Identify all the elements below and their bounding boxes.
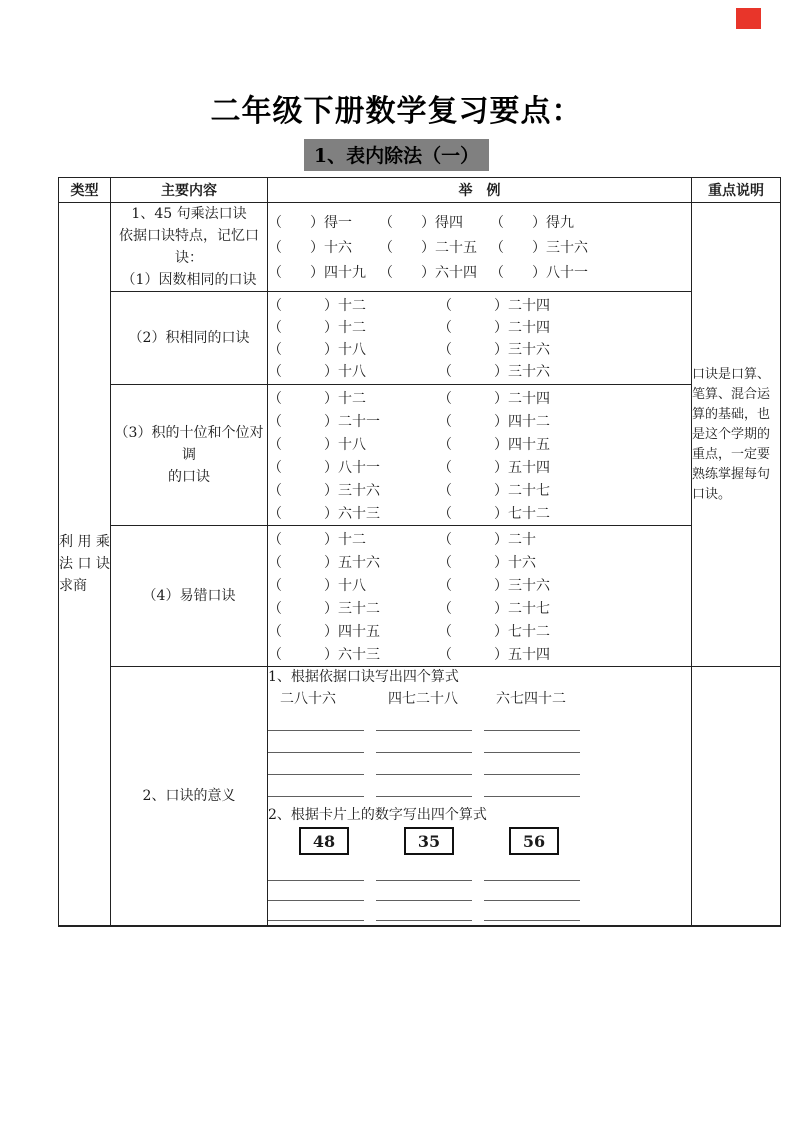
example-slot: （ ）二十四 (438, 320, 550, 336)
example-slot: （ ）三十六 (268, 482, 380, 499)
example-line (268, 501, 691, 524)
answer-blanks-group-1 (268, 709, 691, 797)
example-slot: （ ）十八 (268, 342, 366, 358)
example-line (268, 235, 691, 260)
example-slot: （ ）五十四 (438, 459, 550, 476)
answer-blank-line (268, 775, 364, 797)
example-slot: （ ）二十四 (438, 390, 550, 407)
review-table (58, 177, 781, 927)
section-title-row (0, 139, 793, 171)
example-line (268, 573, 691, 596)
example-slot: （ ）得一 (268, 215, 352, 231)
example-slot: （ ）三十六 (490, 240, 588, 256)
answer-blank-line (268, 861, 364, 881)
koujue-item: 六七四十二 (496, 691, 566, 707)
answer-blank-line (484, 709, 580, 731)
content-line: 的口诀 (168, 469, 210, 485)
example-slot: （ ）四十五 (268, 623, 380, 640)
example-line (268, 527, 691, 550)
example-slot: （ ）十二 (268, 531, 366, 548)
example-line (268, 210, 691, 235)
notes-cell-empty (692, 667, 781, 927)
answer-blank-line (376, 861, 472, 881)
answer-blank-row (268, 753, 691, 775)
example-slot: （ ）四十五 (438, 436, 550, 453)
answer-blank-line (376, 881, 472, 901)
example-cell-r2 (268, 292, 692, 385)
example-slot: （ ）六十三 (268, 505, 380, 522)
answer-blank-row (268, 901, 691, 921)
example-slot: （ ）二十四 (438, 298, 550, 314)
answer-blank-line (376, 753, 472, 775)
content-cell-r1 (111, 203, 268, 292)
table-row (59, 385, 781, 526)
page-title: 二年级下册数学复习要点： (210, 94, 583, 129)
example-slot: （ ）得九 (490, 215, 574, 231)
example-slot: （ ）七十二 (438, 623, 550, 640)
table-header-row (59, 178, 781, 203)
answer-blank-line (268, 901, 364, 921)
content-cell-r5: 2、口诀的意义 (111, 667, 268, 927)
example-line (268, 478, 691, 501)
answer-blank-row (268, 731, 691, 753)
example-line (268, 432, 691, 455)
answer-blank-line (484, 861, 580, 881)
header-main-content: 主要内容 (111, 178, 268, 203)
example-cell-r3 (268, 385, 692, 526)
example-slot: （ ）二十 (438, 531, 536, 548)
content-line: （1）因数相同的口诀 (121, 272, 257, 288)
number-card: 35 (404, 827, 454, 855)
content-line: 依据口诀特点，记忆口诀： (119, 228, 259, 266)
koujue-item: 二八十六 (280, 691, 336, 707)
example-slot: （ ）十二 (268, 390, 366, 407)
content-line: 1、45 句乘法口诀 (131, 206, 247, 222)
type-cell (59, 203, 111, 927)
example-slot: （ ）八十一 (268, 459, 380, 476)
exercise-prompt-1: 1、根据依据口诀写出四个算式 (268, 669, 459, 685)
answer-blank-row (268, 709, 691, 731)
example-slot: （ ）十二 (268, 298, 366, 314)
example-line (268, 550, 691, 573)
example-line (268, 596, 691, 619)
example-slot: （ ）十二 (268, 320, 366, 336)
example-line (268, 294, 691, 316)
example-slot: （ ）十六 (438, 554, 536, 571)
type-line: 法 口 诀 (59, 556, 110, 572)
example-line (268, 338, 691, 360)
table-row (59, 203, 781, 292)
section-title: 1、表内除法（一） (304, 139, 489, 171)
header-type: 类型 (59, 178, 111, 203)
example-slot: （ ）四十二 (438, 413, 550, 430)
type-line: 求商 (59, 578, 87, 594)
example-slot: （ ）十八 (268, 436, 366, 453)
red-marker-icon (736, 8, 761, 29)
answer-blank-line (376, 731, 472, 753)
example-slot: （ ）二十七 (438, 482, 550, 499)
number-card: 48 (299, 827, 349, 855)
number-cards-row (299, 827, 691, 855)
number-card: 56 (509, 827, 559, 855)
content-cell-r2: （2）积相同的口诀 (111, 292, 268, 385)
koujue-row (280, 689, 691, 709)
example-slot: （ ）三十六 (438, 364, 550, 380)
example-slot: （ ）五十四 (438, 646, 550, 663)
table-row (59, 667, 781, 927)
type-line: 利 用 乘 (59, 534, 110, 550)
answer-blank-line (484, 881, 580, 901)
example-line (268, 619, 691, 642)
example-line (268, 455, 691, 478)
example-cell-r4 (268, 526, 692, 667)
example-slot: （ ）三十六 (438, 342, 550, 358)
content-cell-r4: （4）易错口诀 (111, 526, 268, 667)
header-example: 举 例 (268, 178, 692, 203)
example-cell-r1 (268, 203, 692, 292)
answer-blanks-group-2 (268, 861, 691, 921)
table-row (59, 526, 781, 667)
content-cell-r3 (111, 385, 268, 526)
example-slot: （ ）十六 (268, 240, 352, 256)
answer-blank-row (268, 861, 691, 881)
example-line (268, 386, 691, 409)
answer-blank-line (484, 775, 580, 797)
example-line (268, 360, 691, 382)
exercise-prompt-2: 2、根据卡片上的数字写出四个算式 (268, 807, 487, 823)
example-slot: （ ）十八 (268, 577, 366, 594)
answer-blank-line (268, 731, 364, 753)
example-slot: （ ）五十六 (268, 554, 380, 571)
header-notes: 重点说明 (692, 178, 781, 203)
example-line (268, 642, 691, 665)
notes-cell: 口诀是口算、笔算、混合运算的基础，也是这个学期的重点，一定要熟练掌握每句口诀。 (692, 203, 781, 667)
answer-blank-line (268, 709, 364, 731)
example-slot: （ ）三十六 (438, 577, 550, 594)
table-row (59, 292, 781, 385)
answer-blank-line (268, 881, 364, 901)
example-line (268, 260, 691, 285)
example-cell-r5 (268, 667, 692, 927)
example-slot: （ ）二十七 (438, 600, 550, 617)
example-slot: （ ）六十四 (379, 265, 477, 281)
answer-blank-line (376, 709, 472, 731)
example-slot: （ ）二十五 (379, 240, 477, 256)
answer-blank-line (376, 775, 472, 797)
example-slot: （ ）七十二 (438, 505, 550, 522)
answer-blank-line (484, 901, 580, 921)
example-slot: （ ）二十一 (268, 413, 380, 430)
answer-blank-line (484, 731, 580, 753)
answer-blank-line (484, 753, 580, 775)
answer-blank-line (268, 753, 364, 775)
example-slot: （ ）八十一 (490, 265, 588, 281)
example-line (268, 316, 691, 338)
content-line: （3）积的十位和个位对调 (114, 425, 264, 463)
koujue-item: 四七二十八 (388, 691, 458, 707)
answer-blank-row (268, 775, 691, 797)
example-slot: （ ）十八 (268, 364, 366, 380)
example-line (268, 409, 691, 432)
example-slot: （ ）四十九 (268, 265, 366, 281)
example-slot: （ ）三十二 (268, 600, 380, 617)
answer-blank-line (376, 901, 472, 921)
answer-blank-row (268, 881, 691, 901)
example-slot: （ ）六十三 (268, 646, 380, 663)
example-slot: （ ）得四 (379, 215, 463, 231)
